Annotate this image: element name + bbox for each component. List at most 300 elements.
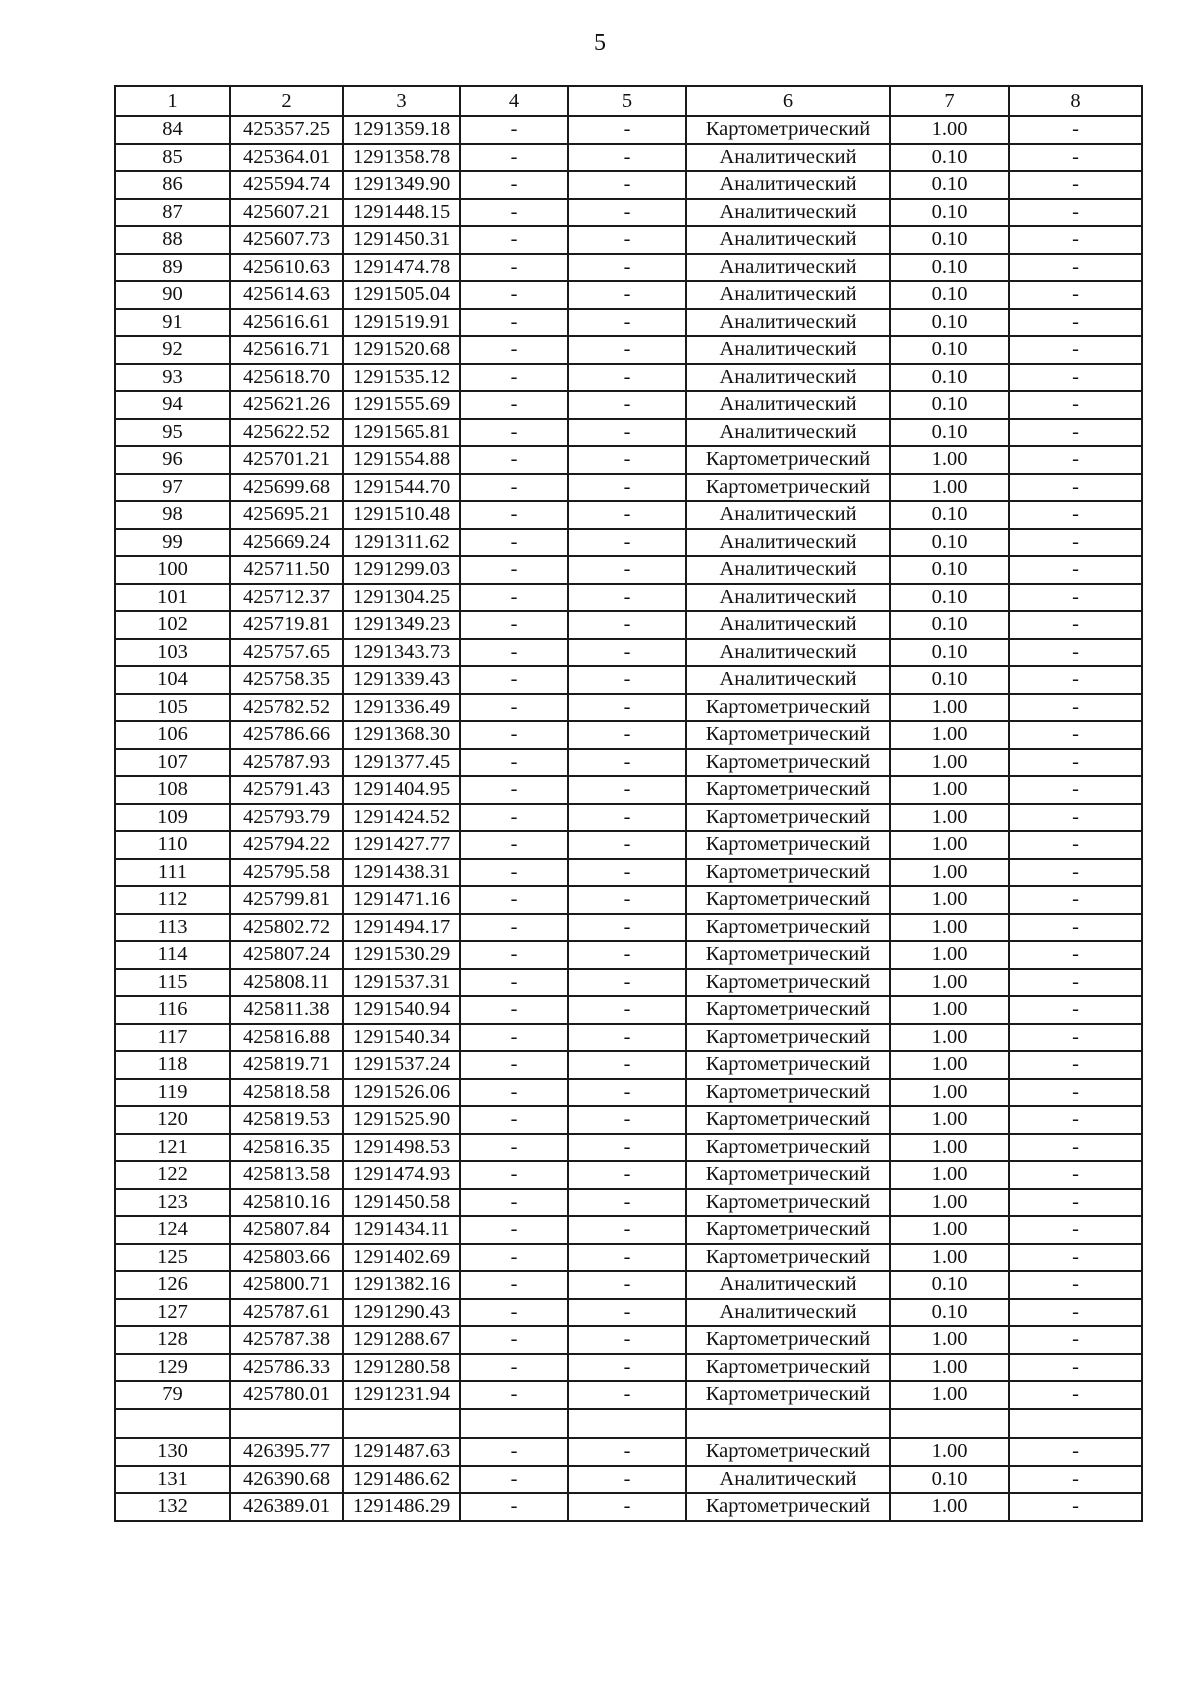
column-8-cell: -	[1009, 254, 1142, 282]
column-8-cell: -	[1009, 116, 1142, 144]
precision-cell: 1.00	[890, 804, 1009, 832]
point-number-cell	[115, 1409, 230, 1439]
y-coordinate-cell: 1291349.90	[343, 171, 460, 199]
column-5-cell: -	[568, 1299, 686, 1327]
column-5-cell: -	[568, 1354, 686, 1382]
table-row	[115, 1381, 1142, 1409]
column-4-cell: -	[460, 914, 568, 942]
precision-cell: 1.00	[890, 1438, 1009, 1466]
precision-cell: 0.10	[890, 364, 1009, 392]
column-8-cell: -	[1009, 1024, 1142, 1052]
table-row	[115, 639, 1142, 667]
point-number-cell: 127	[115, 1299, 230, 1327]
method-cell: Аналитический	[686, 364, 890, 392]
method-cell: Картометрический	[686, 1216, 890, 1244]
precision-cell: 1.00	[890, 1079, 1009, 1107]
method-cell: Аналитический	[686, 281, 890, 309]
precision-cell: 1.00	[890, 859, 1009, 887]
x-coordinate-cell: 426389.01	[230, 1493, 343, 1521]
table-row	[115, 886, 1142, 914]
x-coordinate-cell: 425811.38	[230, 996, 343, 1024]
column-4-cell: -	[460, 749, 568, 777]
precision-cell: 0.10	[890, 1299, 1009, 1327]
point-number-cell: 105	[115, 694, 230, 722]
x-coordinate-cell: 425787.93	[230, 749, 343, 777]
y-coordinate-cell: 1291377.45	[343, 749, 460, 777]
y-coordinate-cell: 1291336.49	[343, 694, 460, 722]
y-coordinate-cell: 1291505.04	[343, 281, 460, 309]
point-number-cell: 103	[115, 639, 230, 667]
y-coordinate-cell: 1291280.58	[343, 1354, 460, 1382]
column-4-cell: -	[460, 611, 568, 639]
point-number-cell: 132	[115, 1493, 230, 1521]
table-row	[115, 419, 1142, 447]
column-4-cell: -	[460, 1134, 568, 1162]
table-row	[115, 1493, 1142, 1521]
column-8-cell: -	[1009, 1381, 1142, 1409]
column-4-cell: -	[460, 666, 568, 694]
column-8-cell: -	[1009, 281, 1142, 309]
precision-cell: 1.00	[890, 776, 1009, 804]
x-coordinate-cell: 425807.84	[230, 1216, 343, 1244]
column-5-cell: -	[568, 1079, 686, 1107]
x-coordinate-cell: 425787.38	[230, 1326, 343, 1354]
table-row	[115, 556, 1142, 584]
table-row	[115, 969, 1142, 997]
point-number-cell: 125	[115, 1244, 230, 1272]
column-5-cell: -	[568, 969, 686, 997]
precision-cell: 0.10	[890, 226, 1009, 254]
column-8-cell: -	[1009, 1493, 1142, 1521]
precision-cell: 0.10	[890, 611, 1009, 639]
point-number-cell: 98	[115, 501, 230, 529]
y-coordinate-cell: 1291288.67	[343, 1326, 460, 1354]
column-8-cell: -	[1009, 1079, 1142, 1107]
precision-cell: 0.10	[890, 391, 1009, 419]
x-coordinate-cell: 425818.58	[230, 1079, 343, 1107]
point-number-cell: 102	[115, 611, 230, 639]
column-5-cell: -	[568, 1189, 686, 1217]
table-row	[115, 1189, 1142, 1217]
column-4-cell: -	[460, 226, 568, 254]
column-5-cell: -	[568, 309, 686, 337]
column-5-cell: -	[568, 474, 686, 502]
x-coordinate-cell: 425816.35	[230, 1134, 343, 1162]
column-8-cell: -	[1009, 199, 1142, 227]
precision-cell: 0.10	[890, 584, 1009, 612]
method-cell: Аналитический	[686, 254, 890, 282]
precision-cell: 0.10	[890, 639, 1009, 667]
table-row	[115, 1466, 1142, 1494]
precision-cell: 1.00	[890, 749, 1009, 777]
table-row	[115, 199, 1142, 227]
precision-cell: 1.00	[890, 1216, 1009, 1244]
coordinates-table-body	[115, 86, 1142, 1521]
table-row	[115, 941, 1142, 969]
column-5-cell: -	[568, 199, 686, 227]
method-cell: Картометрический	[686, 474, 890, 502]
column-8-cell: -	[1009, 941, 1142, 969]
x-coordinate-cell: 425701.21	[230, 446, 343, 474]
column-4-cell: -	[460, 1216, 568, 1244]
method-cell: Картометрический	[686, 1106, 890, 1134]
y-coordinate-cell: 1291434.11	[343, 1216, 460, 1244]
column-8-cell: -	[1009, 804, 1142, 832]
precision-cell: 0.10	[890, 309, 1009, 337]
column-8-cell: -	[1009, 914, 1142, 942]
precision-cell: 1.00	[890, 1354, 1009, 1382]
point-number-cell: 109	[115, 804, 230, 832]
precision-cell: 0.10	[890, 501, 1009, 529]
column-4-cell: -	[460, 1051, 568, 1079]
table-row	[115, 336, 1142, 364]
point-number-cell: 130	[115, 1438, 230, 1466]
y-coordinate-cell: 1291487.63	[343, 1438, 460, 1466]
method-cell: Картометрический	[686, 1381, 890, 1409]
table-row	[115, 1079, 1142, 1107]
table-row	[115, 309, 1142, 337]
method-cell: Аналитический	[686, 584, 890, 612]
x-coordinate-cell: 425807.24	[230, 941, 343, 969]
method-cell: Аналитический	[686, 144, 890, 172]
column-8-cell: -	[1009, 391, 1142, 419]
column-5-cell: -	[568, 254, 686, 282]
method-cell: Картометрический	[686, 831, 890, 859]
column-5-cell: -	[568, 529, 686, 557]
point-number-cell: 126	[115, 1271, 230, 1299]
column-4-cell: -	[460, 116, 568, 144]
method-cell: Картометрический	[686, 1438, 890, 1466]
table-row	[115, 1271, 1142, 1299]
column-4-cell: -	[460, 776, 568, 804]
x-coordinate-cell: 425711.50	[230, 556, 343, 584]
method-cell: Аналитический	[686, 171, 890, 199]
column-4-cell: -	[460, 1326, 568, 1354]
column-4-cell: -	[460, 419, 568, 447]
column-5-cell: -	[568, 584, 686, 612]
column-8-cell: -	[1009, 1244, 1142, 1272]
method-cell: Картометрический	[686, 694, 890, 722]
method-cell: Картометрический	[686, 1244, 890, 1272]
precision-cell: 0.10	[890, 1466, 1009, 1494]
y-coordinate-cell: 1291359.18	[343, 116, 460, 144]
y-coordinate-cell: 1291368.30	[343, 721, 460, 749]
column-8-cell: -	[1009, 831, 1142, 859]
x-coordinate-cell: 425607.73	[230, 226, 343, 254]
table-row	[115, 1438, 1142, 1466]
point-number-cell: 95	[115, 419, 230, 447]
column-4-cell: -	[460, 1079, 568, 1107]
precision-cell: 1.00	[890, 1326, 1009, 1354]
y-coordinate-cell: 1291349.23	[343, 611, 460, 639]
column-8-cell: -	[1009, 611, 1142, 639]
method-cell: Картометрический	[686, 859, 890, 887]
column-8-cell: -	[1009, 886, 1142, 914]
column-5-cell: -	[568, 1381, 686, 1409]
precision-cell: 1.00	[890, 1493, 1009, 1521]
y-coordinate-cell: 1291525.90	[343, 1106, 460, 1134]
method-cell: Картометрический	[686, 1051, 890, 1079]
point-number-cell: 121	[115, 1134, 230, 1162]
x-coordinate-cell: 425787.61	[230, 1299, 343, 1327]
column-4-cell: -	[460, 1271, 568, 1299]
precision-cell	[890, 1409, 1009, 1439]
x-coordinate-cell: 425712.37	[230, 584, 343, 612]
column-5-cell: -	[568, 226, 686, 254]
table-row	[115, 666, 1142, 694]
separator-row	[115, 1409, 1142, 1439]
method-cell: Картометрический	[686, 1134, 890, 1162]
precision-cell: 0.10	[890, 666, 1009, 694]
y-coordinate-cell: 1291382.16	[343, 1271, 460, 1299]
point-number-cell: 122	[115, 1161, 230, 1189]
table-row	[115, 584, 1142, 612]
table-row	[115, 776, 1142, 804]
precision-cell: 1.00	[890, 694, 1009, 722]
column-8-cell: -	[1009, 969, 1142, 997]
table-row	[115, 1299, 1142, 1327]
column-5-cell: -	[568, 1134, 686, 1162]
method-cell: Аналитический	[686, 1299, 890, 1327]
point-number-cell: 100	[115, 556, 230, 584]
table-row	[115, 1106, 1142, 1134]
column-8-cell: -	[1009, 1134, 1142, 1162]
column-4-cell: -	[460, 969, 568, 997]
column-4-cell: -	[460, 336, 568, 364]
x-coordinate-cell: 425793.79	[230, 804, 343, 832]
column-5-cell: -	[568, 1216, 686, 1244]
column-4-cell: -	[460, 501, 568, 529]
column-5-cell: -	[568, 281, 686, 309]
y-coordinate-cell: 1291404.95	[343, 776, 460, 804]
column-5-cell: -	[568, 914, 686, 942]
table-row	[115, 529, 1142, 557]
table-row	[115, 254, 1142, 282]
precision-cell: 1.00	[890, 1134, 1009, 1162]
precision-cell: 0.10	[890, 419, 1009, 447]
point-number-cell: 110	[115, 831, 230, 859]
column-4-cell: -	[460, 1381, 568, 1409]
point-number-cell: 124	[115, 1216, 230, 1244]
y-coordinate-cell: 1291540.34	[343, 1024, 460, 1052]
method-cell: Картометрический	[686, 721, 890, 749]
table-row	[115, 171, 1142, 199]
x-coordinate-cell: 426390.68	[230, 1466, 343, 1494]
column-8-cell: -	[1009, 694, 1142, 722]
point-number-cell: 119	[115, 1079, 230, 1107]
method-cell: Аналитический	[686, 199, 890, 227]
y-coordinate-cell: 1291540.94	[343, 996, 460, 1024]
y-coordinate-cell: 1291339.43	[343, 666, 460, 694]
point-number-cell: 94	[115, 391, 230, 419]
column-5-cell: -	[568, 749, 686, 777]
column-5-cell: -	[568, 144, 686, 172]
y-coordinate-cell: 1291448.15	[343, 199, 460, 227]
point-number-cell: 114	[115, 941, 230, 969]
precision-cell: 0.10	[890, 199, 1009, 227]
column-5-cell: -	[568, 804, 686, 832]
x-coordinate-cell: 425808.11	[230, 969, 343, 997]
method-cell: Картометрический	[686, 996, 890, 1024]
x-coordinate-cell: 425816.88	[230, 1024, 343, 1052]
y-coordinate-cell: 1291555.69	[343, 391, 460, 419]
point-number-cell: 115	[115, 969, 230, 997]
point-number-cell: 106	[115, 721, 230, 749]
column-8-cell: -	[1009, 1466, 1142, 1494]
x-coordinate-cell: 425695.21	[230, 501, 343, 529]
point-number-cell: 104	[115, 666, 230, 694]
column-number-row	[115, 86, 1142, 116]
method-cell: Аналитический	[686, 1466, 890, 1494]
precision-cell: 1.00	[890, 886, 1009, 914]
y-coordinate-cell: 1291565.81	[343, 419, 460, 447]
column-8-cell: -	[1009, 419, 1142, 447]
x-coordinate-cell: 425800.71	[230, 1271, 343, 1299]
precision-cell: 1.00	[890, 1024, 1009, 1052]
column-8-cell: -	[1009, 776, 1142, 804]
x-coordinate-cell: 425669.24	[230, 529, 343, 557]
y-coordinate-cell: 1291427.77	[343, 831, 460, 859]
column-4-cell: -	[460, 199, 568, 227]
y-coordinate-cell: 1291474.78	[343, 254, 460, 282]
column-4-cell: -	[460, 584, 568, 612]
method-cell: Аналитический	[686, 639, 890, 667]
column-5-cell: -	[568, 116, 686, 144]
x-coordinate-cell: 425757.65	[230, 639, 343, 667]
column-4-cell: -	[460, 281, 568, 309]
column-4-cell: -	[460, 144, 568, 172]
point-number-cell: 79	[115, 1381, 230, 1409]
table-row	[115, 996, 1142, 1024]
table-row	[115, 501, 1142, 529]
x-coordinate-cell: 425618.70	[230, 364, 343, 392]
column-8-cell: -	[1009, 666, 1142, 694]
x-coordinate-cell: 425786.33	[230, 1354, 343, 1382]
y-coordinate-cell: 1291231.94	[343, 1381, 460, 1409]
column-4-cell: -	[460, 1299, 568, 1327]
column-5-cell	[568, 1409, 686, 1439]
method-cell	[686, 1409, 890, 1439]
column-4-cell: -	[460, 941, 568, 969]
column-5-cell: -	[568, 1438, 686, 1466]
column-number-cell: 4	[460, 86, 568, 116]
column-5-cell: -	[568, 1161, 686, 1189]
point-number-cell: 108	[115, 776, 230, 804]
method-cell: Аналитический	[686, 611, 890, 639]
point-number-cell: 96	[115, 446, 230, 474]
column-8-cell: -	[1009, 749, 1142, 777]
y-coordinate-cell: 1291471.16	[343, 886, 460, 914]
table-row	[115, 1216, 1142, 1244]
column-8-cell: -	[1009, 1354, 1142, 1382]
column-4-cell: -	[460, 1466, 568, 1494]
x-coordinate-cell: 425610.63	[230, 254, 343, 282]
precision-cell: 1.00	[890, 1051, 1009, 1079]
column-8-cell: -	[1009, 446, 1142, 474]
y-coordinate-cell: 1291498.53	[343, 1134, 460, 1162]
precision-cell: 0.10	[890, 171, 1009, 199]
column-8-cell: -	[1009, 364, 1142, 392]
method-cell: Картометрический	[686, 914, 890, 942]
y-coordinate-cell: 1291494.17	[343, 914, 460, 942]
column-5-cell: -	[568, 391, 686, 419]
column-4-cell: -	[460, 364, 568, 392]
table-row	[115, 144, 1142, 172]
y-coordinate-cell: 1291358.78	[343, 144, 460, 172]
table-row	[115, 1354, 1142, 1382]
point-number-cell: 90	[115, 281, 230, 309]
precision-cell: 1.00	[890, 1189, 1009, 1217]
column-4-cell: -	[460, 831, 568, 859]
method-cell: Картометрический	[686, 1326, 890, 1354]
column-4-cell: -	[460, 1161, 568, 1189]
x-coordinate-cell: 426395.77	[230, 1438, 343, 1466]
precision-cell: 1.00	[890, 914, 1009, 942]
column-4-cell: -	[460, 171, 568, 199]
column-4-cell: -	[460, 446, 568, 474]
point-number-cell: 118	[115, 1051, 230, 1079]
precision-cell: 1.00	[890, 1244, 1009, 1272]
precision-cell: 0.10	[890, 1271, 1009, 1299]
y-coordinate-cell: 1291402.69	[343, 1244, 460, 1272]
column-8-cell: -	[1009, 1161, 1142, 1189]
method-cell: Картометрический	[686, 804, 890, 832]
point-number-cell: 120	[115, 1106, 230, 1134]
method-cell: Картометрический	[686, 1079, 890, 1107]
x-coordinate-cell: 425614.63	[230, 281, 343, 309]
column-4-cell: -	[460, 1106, 568, 1134]
table-row	[115, 694, 1142, 722]
column-5-cell: -	[568, 859, 686, 887]
page-number: 5	[594, 30, 606, 56]
method-cell: Картометрический	[686, 749, 890, 777]
point-number-cell: 97	[115, 474, 230, 502]
method-cell: Аналитический	[686, 391, 890, 419]
column-4-cell: -	[460, 639, 568, 667]
point-number-cell: 84	[115, 116, 230, 144]
column-5-cell: -	[568, 996, 686, 1024]
table-row	[115, 859, 1142, 887]
column-number-cell: 6	[686, 86, 890, 116]
x-coordinate-cell: 425621.26	[230, 391, 343, 419]
column-8-cell: -	[1009, 996, 1142, 1024]
point-number-cell: 101	[115, 584, 230, 612]
method-cell: Картометрический	[686, 1354, 890, 1382]
x-coordinate-cell	[230, 1409, 343, 1439]
table-row	[115, 611, 1142, 639]
table-row	[115, 1024, 1142, 1052]
column-8-cell: -	[1009, 1326, 1142, 1354]
column-4-cell: -	[460, 886, 568, 914]
x-coordinate-cell: 425791.43	[230, 776, 343, 804]
y-coordinate-cell: 1291554.88	[343, 446, 460, 474]
method-cell: Картометрический	[686, 1493, 890, 1521]
x-coordinate-cell: 425607.21	[230, 199, 343, 227]
column-5-cell: -	[568, 1466, 686, 1494]
point-number-cell: 117	[115, 1024, 230, 1052]
column-4-cell: -	[460, 721, 568, 749]
column-8-cell: -	[1009, 1271, 1142, 1299]
column-5-cell: -	[568, 776, 686, 804]
method-cell: Аналитический	[686, 309, 890, 337]
column-4-cell: -	[460, 309, 568, 337]
column-5-cell: -	[568, 364, 686, 392]
precision-cell: 0.10	[890, 529, 1009, 557]
y-coordinate-cell: 1291474.93	[343, 1161, 460, 1189]
column-5-cell: -	[568, 1493, 686, 1521]
x-coordinate-cell: 425819.53	[230, 1106, 343, 1134]
column-4-cell: -	[460, 1354, 568, 1382]
